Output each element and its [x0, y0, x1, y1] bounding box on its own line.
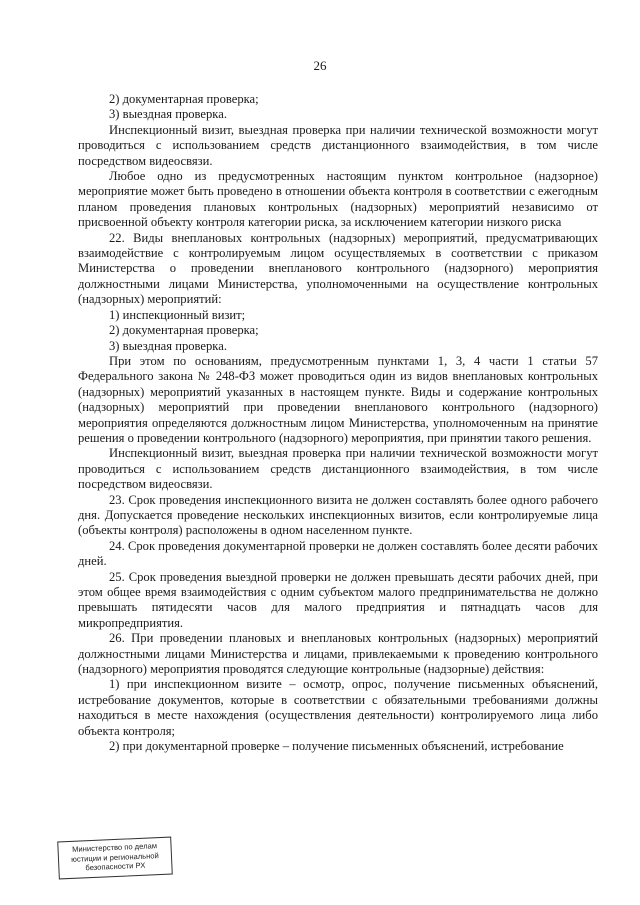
paragraph: 1) инспекционный визит;	[109, 307, 246, 322]
paragraph: Инспекционный визит, выездная проверка при наличии технической возможности могут проводиться с использованием средств дистанционного взаимодействия, в том числе посредством видеосвязи.	[78, 446, 598, 492]
paragraph: 2) при документарной проверке – получение письменных объяснений, истребование	[109, 739, 564, 754]
paragraph: 2) документарная проверка;	[109, 323, 259, 338]
page-number: 26	[313, 58, 327, 73]
paragraph: 1) при инспекционном визите – осмотр, опрос, получение письменных объяснений, истребование документов, которые в соответствии с обязательными требованиями должны находиться в месте нахождения (осуществления деятельности) контролируемого лица либо объекта контроля;	[78, 677, 598, 738]
paragraph: Инспекционный визит, выездная проверка при наличии технической возможности могут проводиться с использованием средств дистанционного взаимодействия, в том числе посредством видеосвязи.	[78, 122, 598, 168]
stamp-line: безопасности РХ	[85, 860, 146, 873]
stamp-line: Министерство по делам	[71, 841, 158, 854]
paragraph: 3) выездная проверка.	[109, 107, 227, 122]
paragraph: 24. Срок проведения документарной проверки не должен составлять более десяти рабочих дней.	[78, 538, 598, 569]
paragraph: 26. При проведении плановых и внеплановых контрольных (надзорных) мероприятий должностными лицами Министерства и лицами, привлекаемыми к проведению контрольного (надзорного) мероприятия проводятся следующие контрольные (надзорные) действия:	[78, 631, 598, 677]
paragraph: 22. Виды внеплановых контрольных (надзорных) мероприятий, предусматривающих взаимодействие с контролируемым лицом осуществляемых в соответствии с приказом Министерства о проведении внепланового контрольного (надзорного) мероприятия должностными лицами Министерства, уполномоченными на осуществление контрольных (надзорных) мероприятий:	[78, 230, 598, 307]
stamp-line: юстиции и региональной	[70, 850, 159, 864]
paragraph: Любое одно из предусмотренных настоящим пунктом контрольное (надзорное) мероприятие может быть проведено в отношении объекта контроля в соответствии с ежегодным планом проведения плановых контрольных (надзорных) мероприятий независимо от присвоенной объекту контроля категории риска, за исключением категории низкого риска	[78, 169, 598, 230]
paragraph: 25. Срок проведения выездной проверки не должен превышать десяти рабочих дней, при этом общее время взаимодействия с одним субъектом малого предпринимательства не должно превышать пятидесяти часов для малого предприятия и пятнадцать часов для микропредприятия.	[78, 569, 598, 630]
paragraph: 2) документарная проверка;	[109, 92, 259, 106]
ministry-stamp	[57, 837, 173, 880]
paragraph: При этом по основаниям, предусмотренным пунктами 1, 3, 4 части 1 статьи 57 Федерального закона № 248-ФЗ может проводиться один из видов внеплановых контрольных (надзорных) мероприятий указанных в настоящем пункте. Виды и содержание контрольных (надзорных) мероприятий при проведении внепланового контрольного (надзорного) мероприятия определяются должностным лицом Министерства, уполномоченным на принятие решения о проведении контрольного (надзорного) мероприятия, при принятии такого решения.	[78, 353, 598, 445]
paragraph: 23. Срок проведения инспекционного визита не должен составлять более одного рабочего дня. Допускается проведение нескольких инспекционных визитов, если контролируемые лица (объекты контроля) расположены в одном населенном пункте.	[78, 492, 598, 538]
paragraph: 3) выездная проверка.	[109, 338, 227, 353]
document-body	[78, 92, 598, 754]
